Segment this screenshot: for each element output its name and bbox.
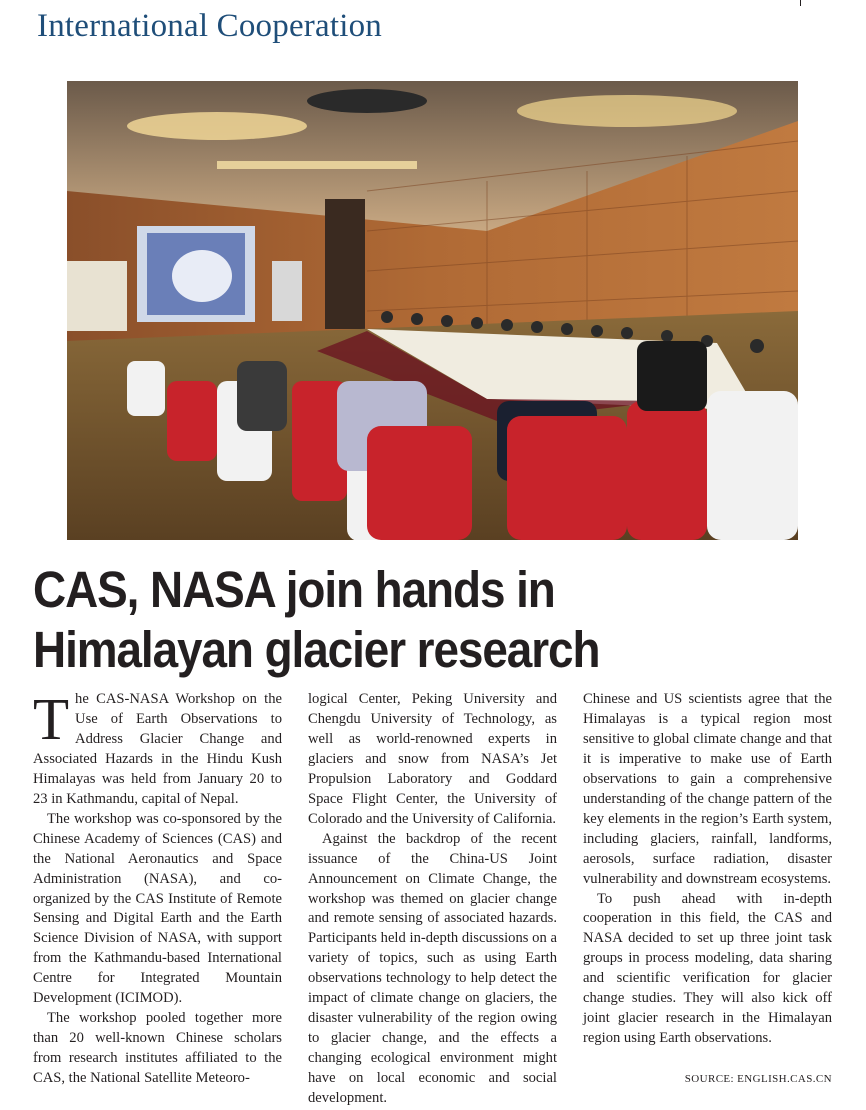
source-credit: SOURCE: ENGLISH.CAS.CN xyxy=(684,1073,832,1085)
paragraph: The workshop was co-sponsored by the Chinese Academy of Sciences (CAS) and the National Aeronautics and Space Administration (NASA), and co-organized by the CAS Institute of Remote Sensing and Digital Earth and the Earth Science Division of NASA, with support from the Kathmandu-based International Centre for Integrated Mountain Development (ICIMOD). xyxy=(33,810,282,1007)
column-1 xyxy=(33,686,282,1109)
paragraph: logical Center, Peking University and Chengdu University of Technology, as well as world-renowned experts in glaciers and snow from NASA’s Jet Propulsion Laboratory and Goddard Space Flight Center, the University of Colorado and the University of California. xyxy=(308,691,557,827)
top-rule xyxy=(800,0,801,6)
paragraph: The workshop pooled together more than 20 well-known Chinese scholars from research institutes affiliated to the CAS, the National Satellite Meteoro- xyxy=(33,1010,282,1087)
article-body xyxy=(33,686,833,1109)
paragraph: Against the backdrop of the recent issuance of the China-US Joint Announcement on Climate Change, the workshop was themed on glacier change and remote sensing of associated hazards. Participants held in-depth discussions on a variety of topics, such as using Earth observations technology to help detect the impact of climate change on glaciers, the disaster vulnerability of the region owing to glacier change, and the effects a changing ecological environment might have on local economic and social development. xyxy=(308,830,557,1107)
photo-icon xyxy=(67,81,798,540)
paragraph: The CAS-NASA Workshop on the Use of Earth Observations to Address Glacier Change and Associated Hazards in the Hindu Kush Himalayas was held from January 20 to 23 in Kathmandu, capital of Nepal. xyxy=(33,686,282,807)
drop-cap: T xyxy=(33,686,70,752)
column-3 xyxy=(583,690,832,1109)
paragraph: Chinese and US scientists agree that the Himalayas is a typical region most sensitive to global climate change and that it is imperative to make use of Earth observations to gain a comprehensive understanding of the change pattern of the key elements in the region’s Earth system, including glaciers, rainfall, landforms, aerosols, surface radiation, disaster vulnerability and downstream ecosystems. xyxy=(583,691,832,887)
column-2 xyxy=(308,690,557,1109)
headline: CAS, NASA join hands in Himalayan glacier research xyxy=(33,561,600,678)
section-title: International Cooperation xyxy=(37,8,382,44)
conference-photo xyxy=(67,81,798,540)
paragraph: To push ahead with in-depth cooperation in this field, the CAS and NASA decided to set up three joint task groups in process modeling, data sharing and scientific verification for glacier change studies. They will also kick off joint glacier research in the Himalayan region using Earth observations. xyxy=(583,890,832,1047)
